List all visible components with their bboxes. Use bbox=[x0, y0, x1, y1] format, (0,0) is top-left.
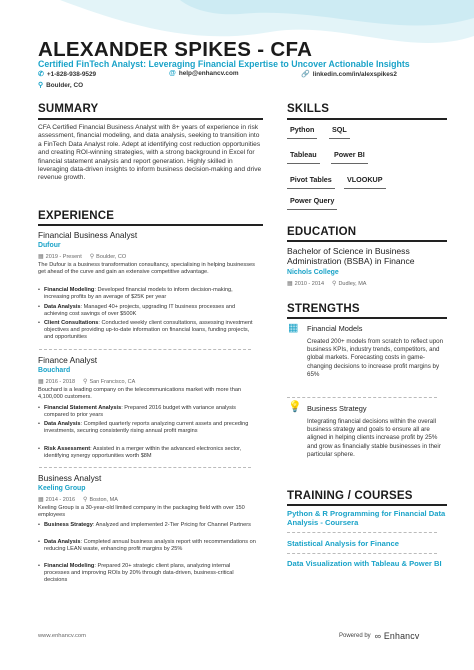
skill-sql: SQL bbox=[329, 124, 350, 139]
job-1-bullet-1: • Financial Modeling: Developed financial models to inform decision-making, increasing profits by an average of $25K per year bbox=[38, 287, 256, 301]
footer-powered-by[interactable] bbox=[339, 631, 419, 641]
job-meta-2 bbox=[38, 378, 135, 385]
skill-power-bi: Power BI bbox=[331, 149, 368, 164]
job-dates-1: 2019 - Present bbox=[45, 253, 82, 260]
job-location-3: Boston, MA bbox=[89, 496, 118, 503]
enhancv-brand: Enhancv bbox=[383, 631, 420, 641]
skill-pivot-tables: Pivot Tables bbox=[287, 174, 335, 189]
strength-desc-2: Integrating financial decisions within the overall business strategy and goals to ensure all are aligned in helping clients increase profit by 25% and grow as financially stable businesses in their particular sphere. bbox=[307, 418, 441, 458]
strength-separator bbox=[287, 397, 437, 398]
spreadsheet-icon: ▦ bbox=[288, 322, 299, 334]
job-meta-1 bbox=[38, 253, 126, 260]
strengths-rule bbox=[287, 317, 447, 319]
skills-heading: SKILLS bbox=[287, 103, 330, 115]
at-icon: @ bbox=[169, 70, 176, 77]
courses-rule bbox=[287, 504, 447, 506]
experience-heading: EXPERIENCE bbox=[38, 210, 115, 222]
education-dates: 2010 - 2014 bbox=[294, 280, 325, 287]
job-title-1: Financial Business Analyst bbox=[38, 230, 138, 240]
skill-power-query: Power Query bbox=[287, 195, 337, 210]
job-2-bullet-2: • Data Analysis: Compiled quarterly reports analyzing current assets and preceding investments, securing consistently rising annual profit margins bbox=[38, 421, 256, 435]
job-3-bullet-3: • Financial Modeling: Prepared 20+ strategic client plans, analyzing internal processes and improving ROIs by 20% through data-driven, business-critical decisions bbox=[38, 563, 256, 584]
job-1-bullet-2: • Data Analysis: Managed 40+ projects, upgrading IT business processes and achieving cost savings of over $500K bbox=[38, 304, 256, 318]
strength-title-2: Business Strategy bbox=[307, 404, 367, 413]
powered-by-text: Powered by bbox=[339, 633, 371, 639]
job-desc-2: Bouchard is a leading company on the telecommunications market with more than 4,100,000 customers. bbox=[38, 387, 242, 400]
calendar-icon: ▦ bbox=[38, 497, 44, 503]
summary-rule bbox=[38, 118, 263, 120]
skill-python: Python bbox=[287, 124, 317, 139]
course-1: Python & R Programming for Financial Data Analysis - Coursera bbox=[287, 509, 446, 528]
calendar-icon: ▦ bbox=[38, 379, 44, 385]
company-3: Keeling Group bbox=[38, 485, 86, 492]
location-contact bbox=[38, 81, 83, 89]
phone-icon: ✆ bbox=[38, 71, 44, 78]
skills-rule bbox=[287, 118, 447, 120]
lightbulb-icon: 💡 bbox=[288, 401, 302, 413]
job-location-1: Boulder, CO bbox=[96, 253, 127, 260]
courses-heading: TRAINING / COURSES bbox=[287, 490, 413, 502]
location-pin-icon: ⚲ bbox=[83, 497, 88, 503]
phone-contact bbox=[38, 70, 96, 78]
location-text: Boulder, CO bbox=[46, 81, 84, 89]
email-contact[interactable] bbox=[169, 70, 239, 77]
skill-vlookup: VLOOKUP bbox=[344, 174, 386, 189]
course-2: Statistical Analysis for Finance bbox=[287, 539, 399, 548]
company-1: Dufour bbox=[38, 242, 61, 249]
strength-title-1: Financial Models bbox=[307, 324, 363, 333]
calendar-icon: ▦ bbox=[287, 281, 293, 287]
job-2-bullet-3: • Risk Assessment: Assisted in a merger within the advanced electronics sector, identifying synergy opportunities worth $8M bbox=[38, 446, 256, 460]
linkedin-contact[interactable] bbox=[301, 70, 397, 78]
company-2: Bouchard bbox=[38, 367, 71, 374]
education-meta bbox=[287, 280, 366, 287]
phone-text: +1-828-938-9529 bbox=[46, 70, 97, 78]
job-desc-3: Keeling Group is a 30-year-old limited company in the packaging field with over 150 employees bbox=[38, 505, 245, 518]
course-3: Data Visualization with Tableau & Power BI bbox=[287, 559, 442, 568]
job-dates-3: 2014 - 2016 bbox=[45, 496, 76, 503]
email-text[interactable]: help@enhancv.com bbox=[178, 70, 239, 77]
education-location: Dudley, MA bbox=[338, 280, 367, 287]
job-title-2: Finance Analyst bbox=[38, 355, 98, 365]
job-3-bullet-2: • Data Analysis: Completed annual business analysis report with recommendations on reducing LEAN waste, enhancing profit margins by 25% bbox=[38, 539, 256, 553]
strength-desc-1: Created 200+ models from scratch to reflect upon business KPIs, industry trends, competitors, and global markets. Forecasting costs in game-changing decisions to increase profit margins by 65% bbox=[307, 338, 444, 378]
job-1-bullet-3: • Client Consultations: Conducted weekly client consultations, assessing investment objectives and providing up-to-date information on financial loans, funding projects, and opportunities bbox=[38, 320, 256, 341]
job-title-3: Business Analyst bbox=[38, 473, 102, 483]
summary-heading: SUMMARY bbox=[38, 103, 99, 115]
summary-text: CFA Certified Financial Business Analyst with 8+ years of experience in risk assessment, financial modeling, and data analysis, seeking to transition into a FinTech Data Analyst role. Adept at identifying cost reduction opportunities and creating ROI-winning strategies, with a strong background in Excel for financial statement analysis and report generation. Highly skilled in leveraging data-driven insights to inform business decision-making and drive revenue growth. bbox=[38, 124, 262, 182]
footer-website[interactable]: www.enhancv.com bbox=[38, 633, 86, 639]
link-icon: 🔗 bbox=[301, 71, 310, 78]
linkedin-text[interactable]: linkedin.com/in/alexspikes2 bbox=[312, 70, 397, 78]
location-pin-icon: ⚲ bbox=[83, 379, 88, 385]
job-2-bullet-1: • Financial Statement Analysis: Prepared 2016 budget with variance analysis compared to prior years bbox=[38, 405, 256, 419]
job-location-2: San Francisco, CA bbox=[89, 378, 136, 385]
education-degree: Bachelor of Science in Business Administration (BSBA) in Finance bbox=[287, 246, 415, 267]
experience-rule bbox=[38, 224, 263, 226]
location-pin-icon: ⚲ bbox=[332, 281, 337, 287]
course-separator-1 bbox=[287, 532, 437, 533]
education-rule bbox=[287, 240, 447, 242]
skill-tableau: Tableau bbox=[287, 149, 320, 164]
job-dates-2: 2016 - 2018 bbox=[45, 378, 76, 385]
job-separator-2 bbox=[39, 467, 251, 468]
job-separator-1 bbox=[39, 349, 251, 350]
candidate-tagline: Certified FinTech Analyst: Leveraging Financial Expertise to Uncover Actionable Insights bbox=[38, 59, 410, 69]
job-meta-3 bbox=[38, 496, 118, 503]
location-pin-icon: ⚲ bbox=[89, 254, 95, 260]
location-pin-icon: ⚲ bbox=[38, 82, 44, 89]
candidate-name: ALEXANDER SPIKES - CFA bbox=[38, 38, 313, 61]
strengths-heading: STRENGTHS bbox=[287, 303, 360, 315]
course-separator-2 bbox=[287, 553, 437, 554]
enhancv-logo bbox=[375, 631, 420, 641]
job-desc-1: The Dufour is a business transformation consultancy, specialising in helping businesses get ahead of the curve and gain an extensive competitive advantage. bbox=[38, 262, 255, 275]
education-heading: EDUCATION bbox=[287, 226, 357, 238]
infinity-icon: ∞ bbox=[374, 631, 382, 641]
job-3-bullet-1: • Business Strategy: Analyzed and implemented 2-Tier Pricing for Channel Partners bbox=[38, 522, 256, 529]
calendar-icon: ▦ bbox=[38, 254, 44, 260]
education-school: Nichols College bbox=[287, 269, 339, 276]
